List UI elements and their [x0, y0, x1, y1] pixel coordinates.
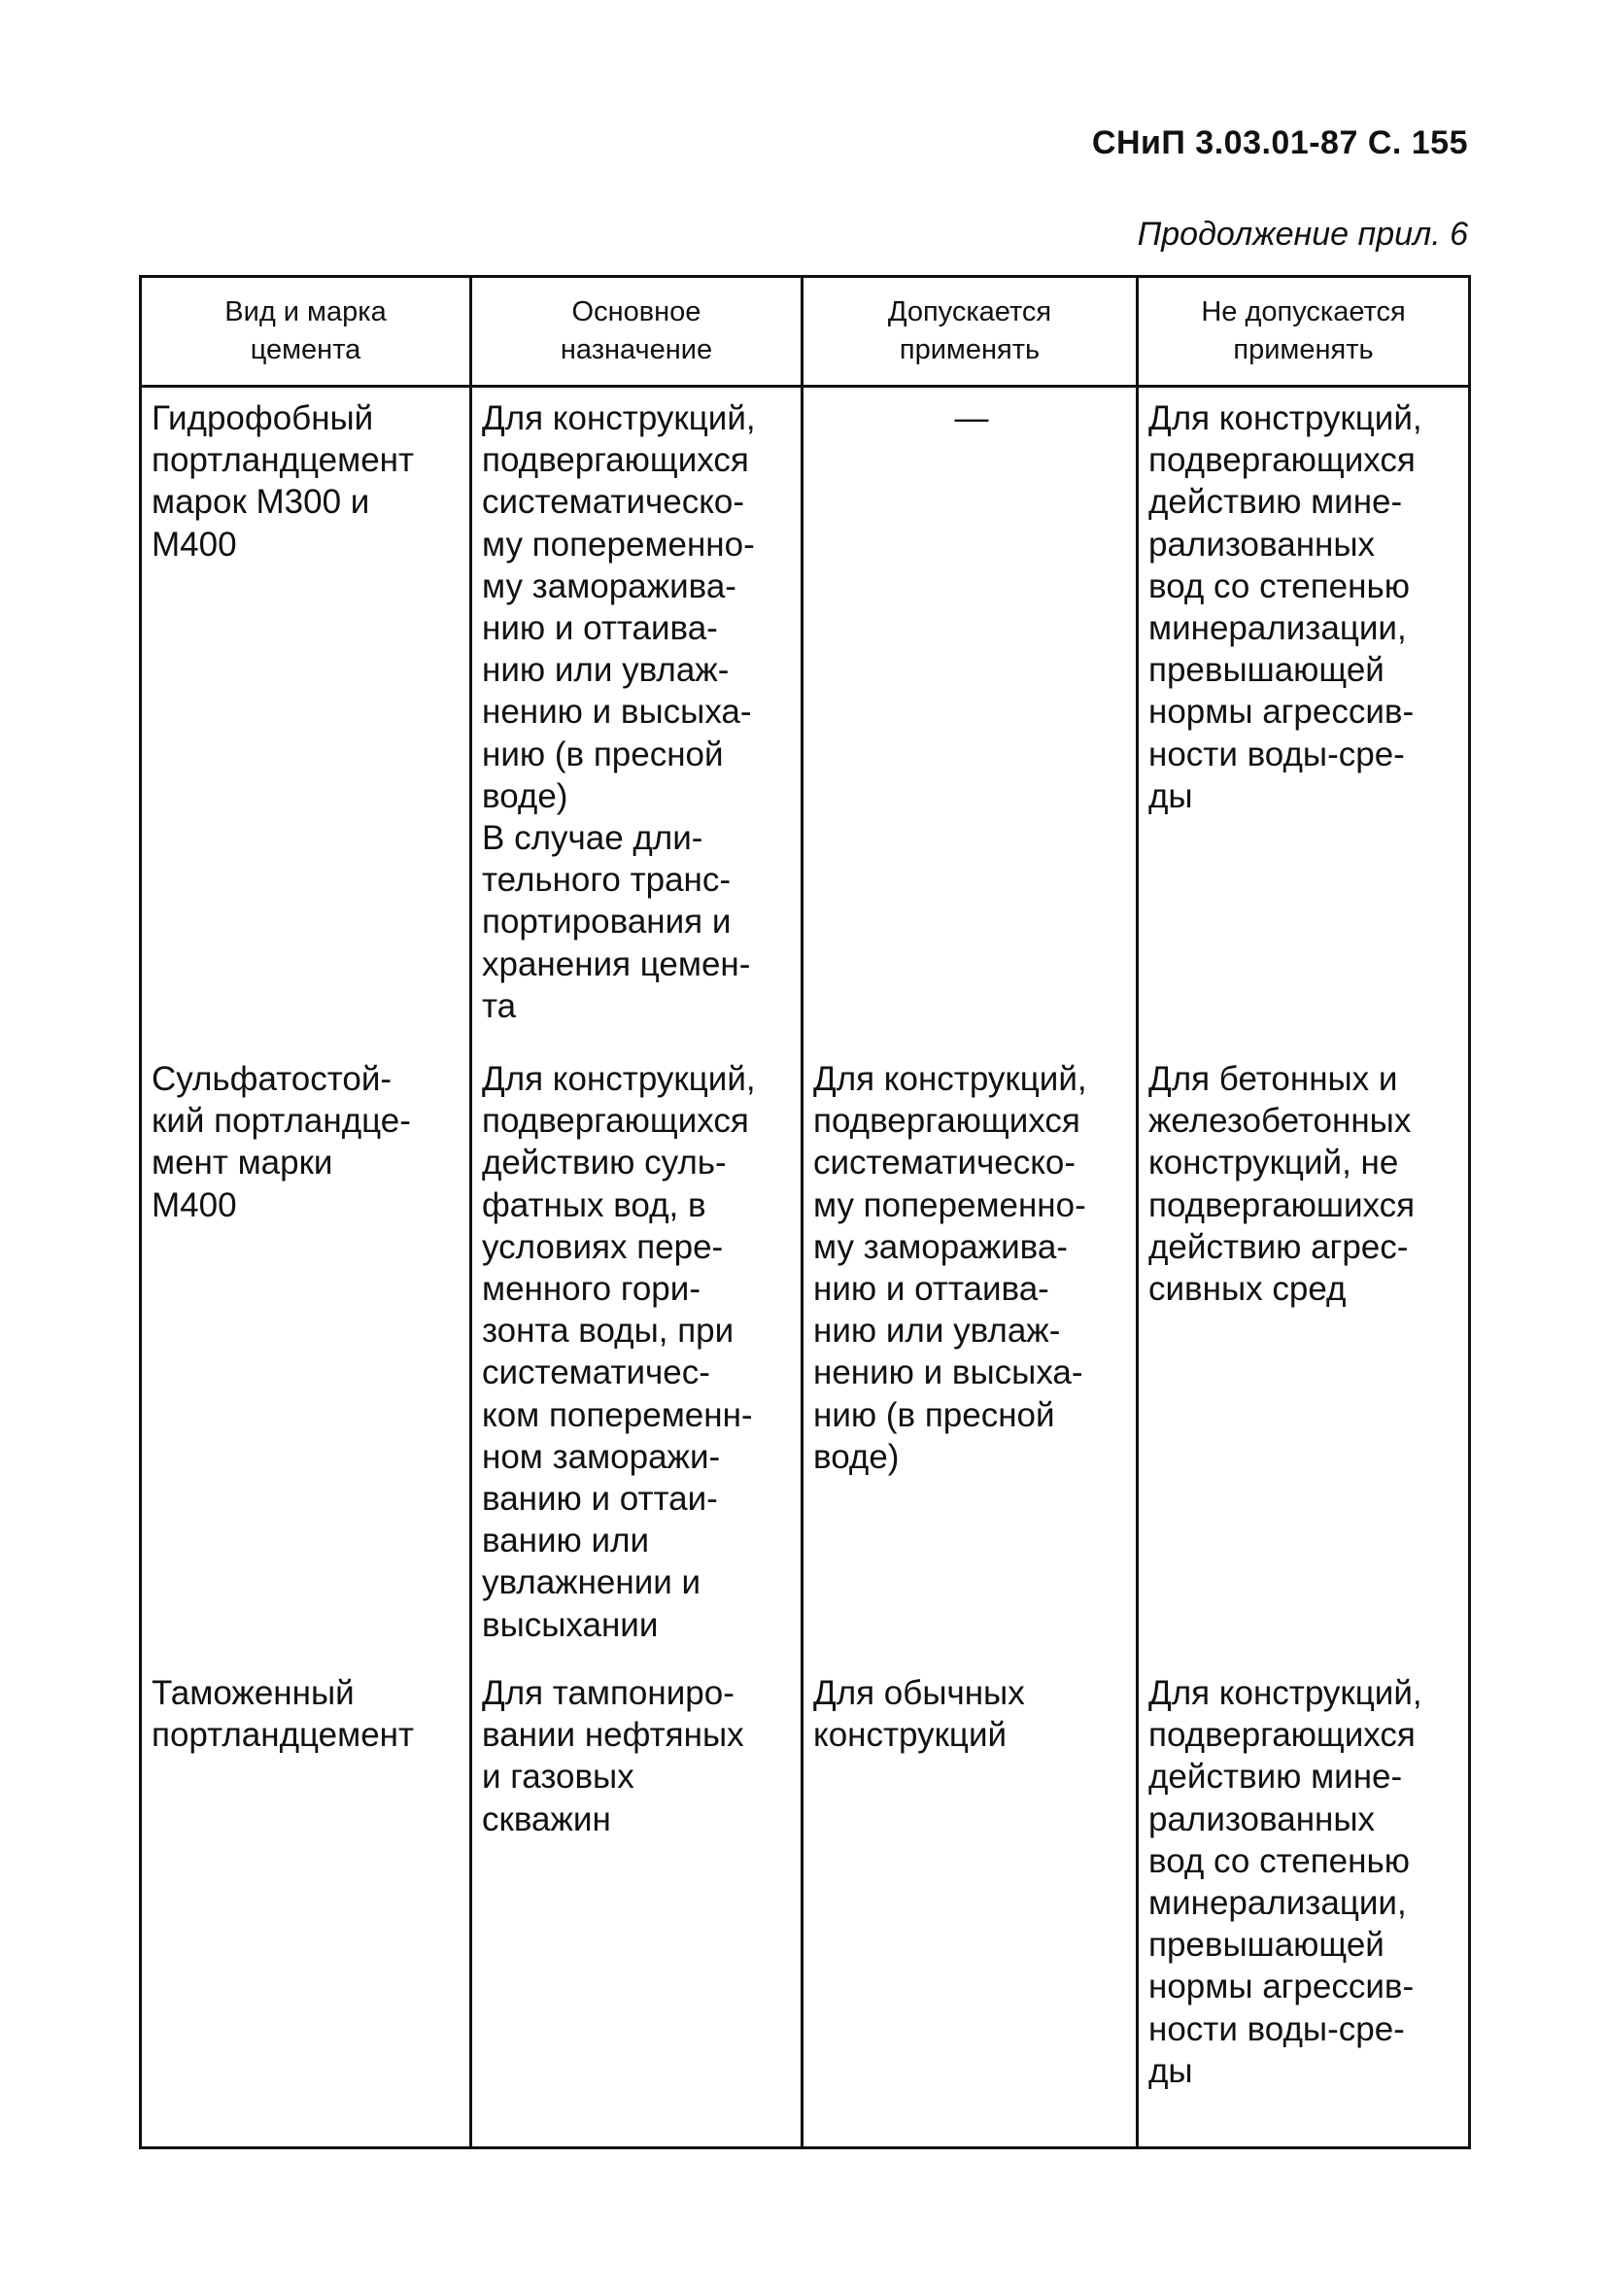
cell-line: и газовых	[482, 1758, 634, 1797]
cell-line: му заморажива-	[813, 1227, 1068, 1266]
cell-line: вании нефтяных	[482, 1716, 744, 1755]
cell-line: му попеременно-	[482, 525, 755, 564]
cell-line: портландцемент	[152, 1716, 415, 1755]
cell-allowed	[803, 387, 1138, 1051]
cell-line: увлажнении и	[482, 1563, 701, 1602]
cell-line: ды	[1148, 2051, 1193, 2090]
cell-line: систематическо-	[813, 1144, 1077, 1182]
cell-line: железобетонных	[1148, 1102, 1412, 1141]
cell-line: минерализации,	[1148, 609, 1407, 648]
cell-line: скважин	[482, 1799, 611, 1838]
cell-line: превышающей	[1148, 1926, 1385, 1965]
header-line: назначение	[560, 334, 713, 365]
cell-line: хранения цемен-	[482, 944, 751, 983]
header-line: цемента	[250, 334, 361, 365]
cell-line: нормы агрессив-	[1148, 693, 1415, 732]
cell-line: портландцемент	[152, 441, 415, 480]
cell-line: вод со степенью	[1148, 1841, 1410, 1880]
cell-line: В случае дли-	[482, 819, 703, 858]
header-main-purpose	[471, 277, 803, 387]
cell-line: нию или увлаж-	[813, 1312, 1061, 1351]
cell-line: условиях пере-	[482, 1227, 724, 1266]
cell-line: превышающей	[1148, 651, 1385, 690]
cell-line: Для тампониро-	[482, 1674, 735, 1712]
cell-line: Сульфатостой-	[152, 1060, 393, 1098]
cell-line: кий портландце-	[152, 1102, 411, 1141]
table-row	[141, 1664, 1470, 2148]
cell-line: действию агрес-	[1148, 1227, 1409, 1266]
cell-line: нию и оттаива-	[813, 1270, 1049, 1309]
table-header-row	[141, 277, 1470, 387]
table-row	[141, 1050, 1470, 1664]
cell-line: Гидрофобный	[152, 399, 374, 437]
cell-line: Для обычных	[813, 1674, 1025, 1712]
table-row	[141, 387, 1470, 1051]
header-line: Не допускается	[1201, 296, 1406, 327]
cell-line: ности воды-сре-	[1148, 2009, 1405, 2048]
dash-mark: —	[954, 399, 989, 437]
cell-line: подвергаюшихся	[1148, 1185, 1416, 1224]
header-line: применять	[1233, 334, 1374, 365]
cell-line: систематическо-	[482, 483, 745, 522]
cell-line: минерализации,	[1148, 1884, 1407, 1923]
cell-line: Для конструкций,	[482, 1060, 756, 1098]
cell-line: нию или увлаж-	[482, 651, 730, 690]
continuation-label: Продолжение прил. 6	[1137, 216, 1468, 253]
cell-line: фатных вод, в	[482, 1185, 706, 1224]
cell-line: тельного транс-	[482, 861, 732, 900]
cell-line: нию (в пресной	[813, 1395, 1055, 1434]
cell-line: действию мине-	[1148, 483, 1403, 522]
cell-line: портирования и	[482, 903, 732, 942]
cell-allowed	[803, 1664, 1138, 2148]
cell-line: действию суль-	[482, 1144, 727, 1182]
cell-line: ды	[1148, 776, 1193, 815]
cell-line: Таможенный	[152, 1674, 355, 1712]
cell-line: подвергающихся	[482, 441, 749, 480]
header-line: Основное	[571, 296, 701, 327]
cell-line: ком попеременн-	[482, 1395, 753, 1434]
cell-line: рализованных	[1148, 525, 1376, 564]
header-not-allowed	[1138, 277, 1470, 387]
cell-not-allowed	[1138, 387, 1470, 1051]
cell-line: подвергающихся	[1148, 441, 1416, 480]
cell-line: марок М300 и	[152, 483, 370, 522]
cell-line: конструкций	[813, 1716, 1008, 1755]
header-line: применять	[899, 334, 1041, 365]
cell-line: нию и оттаива-	[482, 609, 718, 648]
cell-line: нию (в пресной	[482, 735, 724, 773]
cell-allowed	[803, 1050, 1138, 1664]
cell-line: воде)	[813, 1437, 900, 1476]
cell-line: подвергающихся	[1148, 1716, 1416, 1755]
cell-main-purpose	[471, 1050, 803, 1664]
cell-main-purpose	[471, 387, 803, 1051]
cell-line: ности воды-сре-	[1148, 735, 1405, 773]
header-line: Допускается	[887, 296, 1052, 327]
cell-cement-type	[141, 1664, 471, 2148]
cell-line: му заморажива-	[482, 566, 736, 605]
cell-line: менного гори-	[482, 1270, 701, 1309]
cell-line: подвергающихся	[482, 1102, 749, 1141]
cell-line: действию мине-	[1148, 1758, 1403, 1797]
page-header: СНиП 3.03.01-87 С. 155	[1091, 124, 1468, 161]
cell-line: М400	[152, 525, 237, 564]
cell-line: Для конструкций,	[1148, 399, 1422, 437]
cell-line: конструкций, не	[1148, 1144, 1399, 1182]
cell-cement-type	[141, 387, 471, 1051]
cell-line: та	[482, 986, 517, 1025]
cell-line: ванию или	[482, 1522, 650, 1560]
cell-main-purpose	[471, 1664, 803, 2148]
header-line: Вид и марка	[224, 296, 387, 327]
cell-line: высыхании	[482, 1605, 659, 1644]
cell-line: мент марки	[152, 1144, 333, 1182]
cell-line: М400	[152, 1185, 237, 1224]
cell-not-allowed	[1138, 1050, 1470, 1664]
cell-line: Для конструкций,	[482, 399, 756, 437]
cell-line: сивных сред	[1148, 1270, 1347, 1309]
cell-line: вод со степенью	[1148, 566, 1410, 605]
cement-table	[139, 275, 1471, 2149]
cell-line: зонта воды, при	[482, 1312, 735, 1351]
cell-cement-type	[141, 1050, 471, 1664]
cell-line: нормы агрессив-	[1148, 1968, 1415, 2006]
cell-line: воде)	[482, 776, 568, 815]
cell-not-allowed	[1138, 1664, 1470, 2148]
cell-line: му попеременно-	[813, 1185, 1086, 1224]
cell-line: Для бетонных и	[1148, 1060, 1398, 1098]
cell-line: нению и высыха-	[813, 1354, 1083, 1392]
cell-line: ном заморажи-	[482, 1437, 721, 1476]
header-allowed	[803, 277, 1138, 387]
cell-line: Для конструкций,	[813, 1060, 1087, 1098]
header-cement-type	[141, 277, 471, 387]
cell-line: рализованных	[1148, 1799, 1376, 1838]
cell-line: ванию и оттаи-	[482, 1480, 718, 1519]
cell-line: подвергающихся	[813, 1102, 1080, 1141]
cell-line: систематичес-	[482, 1354, 710, 1392]
cell-line: Для конструкций,	[1148, 1674, 1422, 1712]
cell-line: нению и высыха-	[482, 693, 752, 732]
